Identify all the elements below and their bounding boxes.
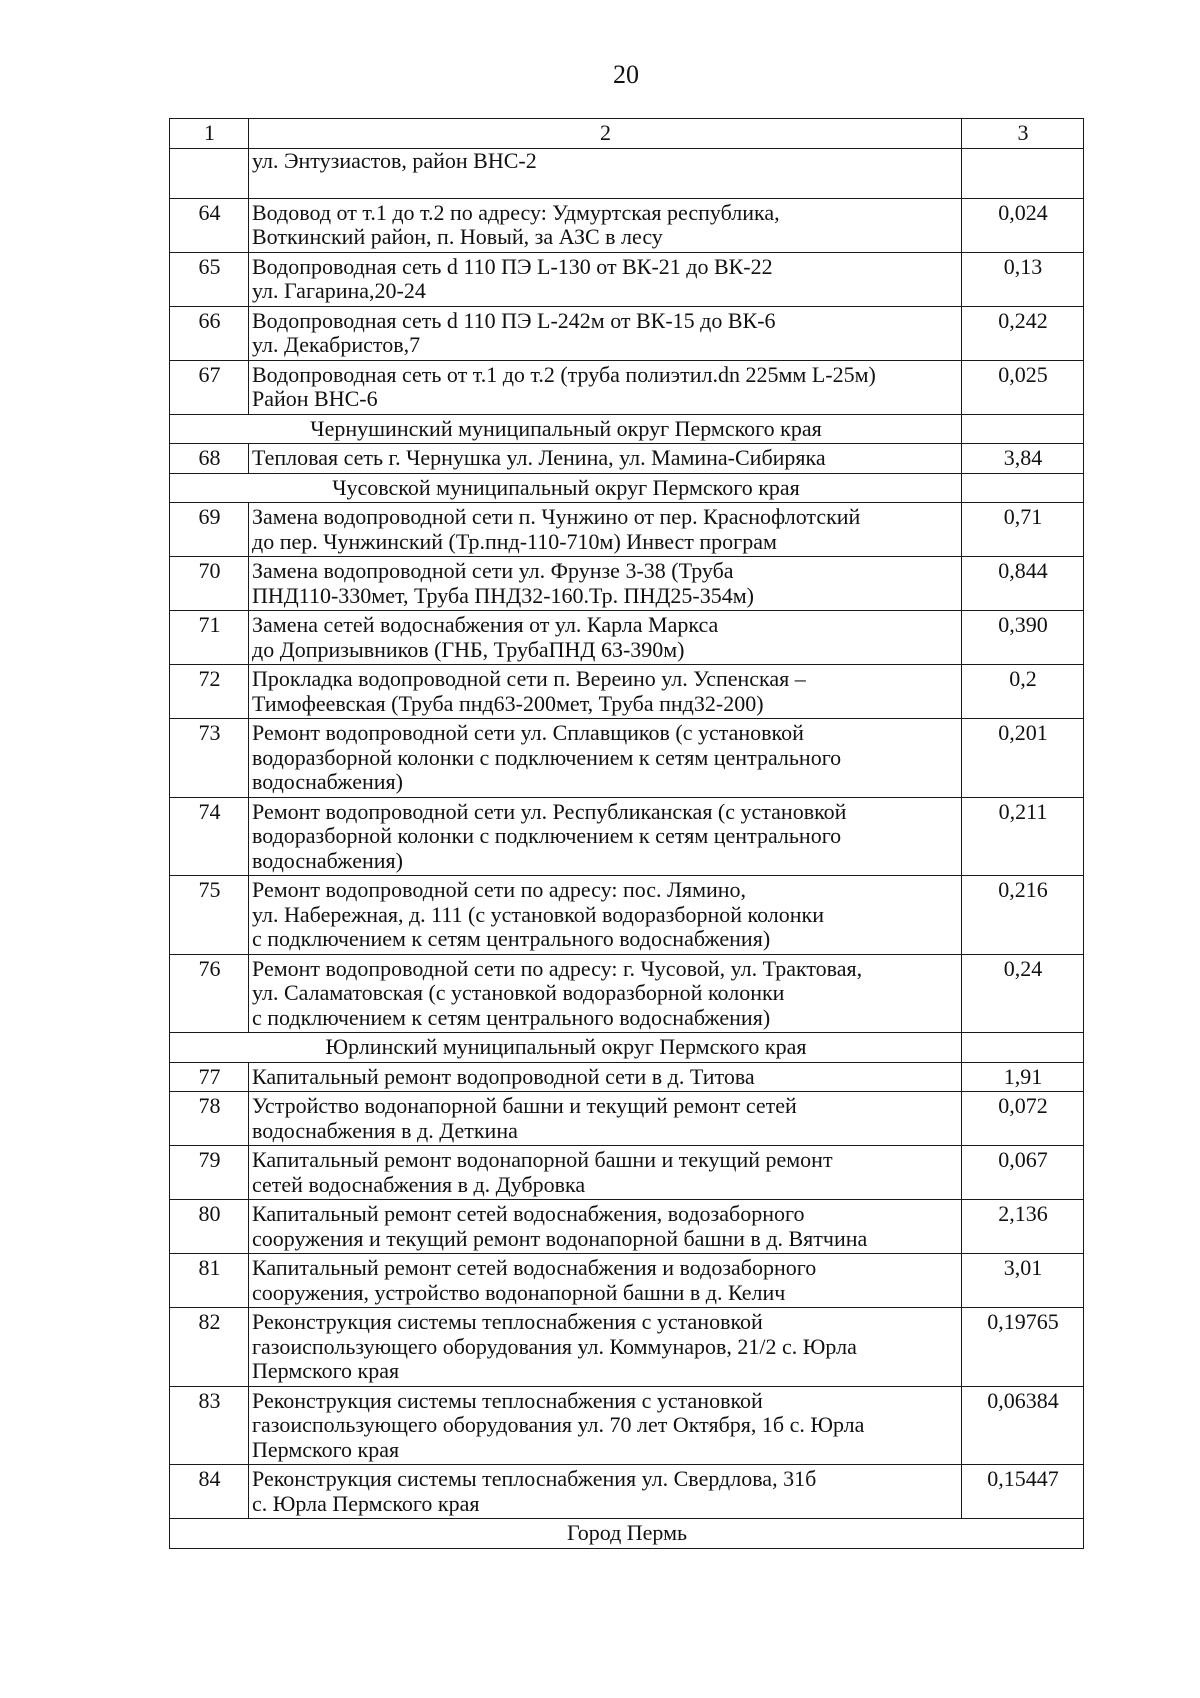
row-value: 0,211 — [962, 797, 1084, 876]
table-row — [170, 797, 1084, 876]
description-line: с. Юрла Пермского края — [252, 1490, 480, 1516]
row-number: 77 — [170, 1062, 249, 1092]
table-row — [170, 1254, 1084, 1308]
continuation-num-cell — [170, 148, 249, 198]
description-line: ул. Декабристов,7 — [252, 332, 421, 357]
description-line: Район ВНС-6 — [252, 386, 378, 411]
row-value: 3,01 — [962, 1254, 1084, 1308]
row-value: 0,025 — [962, 360, 1084, 414]
table-row — [170, 360, 1084, 414]
row-value: 0,2 — [962, 665, 1084, 719]
table-row — [170, 1146, 1084, 1200]
row-description — [249, 360, 962, 414]
description-line: Водопроводная сеть d 110 ПЭ L-130 от ВК-21 до ВК-22 — [252, 253, 773, 279]
row-number: 65 — [170, 252, 249, 306]
row-number: 73 — [170, 719, 249, 798]
row-description — [249, 252, 962, 306]
row-number: 75 — [170, 876, 249, 955]
row-value: 2,136 — [962, 1200, 1084, 1254]
header-cell-2: 2 — [249, 119, 962, 149]
description-line: водоразборной колонки с подключением к сетям центрального — [252, 744, 842, 770]
row-number: 71 — [170, 611, 249, 665]
description-line: Ремонт водопроводной сети по адресу: пос. Лямино, — [252, 877, 747, 902]
description-line: с подключением к сетям центрального водоснабжения) — [252, 926, 771, 951]
row-value: 0,24 — [962, 954, 1084, 1033]
description-line: газоиспользующего оборудования ул. 70 лет Октября, 1б с. Юрла — [252, 1412, 865, 1437]
description-line: ул. Набережная, д. 111 (с установкой водоразборной колонки — [252, 901, 825, 927]
row-number: 69 — [170, 503, 249, 557]
row-description — [249, 306, 962, 360]
row-number: 78 — [170, 1092, 249, 1146]
row-description — [249, 1254, 962, 1308]
description-line: Реконструкция системы теплоснабжения ул. Свердлова, 31б — [252, 1466, 817, 1491]
table-row — [170, 1308, 1084, 1387]
row-description — [249, 503, 962, 557]
description-line: Замена водопроводной сети п. Чунжино от пер. Краснофлотский — [252, 504, 861, 529]
row-number: 67 — [170, 360, 249, 414]
row-value: 0,067 — [962, 1146, 1084, 1200]
description-line: водоснабжения) — [252, 847, 403, 873]
row-value: 0,06384 — [962, 1386, 1084, 1465]
table-row — [170, 1200, 1084, 1254]
description-line: Устройство водонапорной башни и текущий ремонт сетей — [252, 1093, 797, 1118]
row-value: 0,390 — [962, 611, 1084, 665]
row-number: 74 — [170, 797, 249, 876]
row-description — [249, 1465, 962, 1519]
description-line: сооружения, устройство водонапорной башни в д. Келич — [252, 1279, 786, 1305]
table-row — [170, 557, 1084, 611]
row-number: 84 — [170, 1465, 249, 1519]
section-value-cell — [962, 473, 1084, 503]
row-description — [249, 557, 962, 611]
header-cell-3: 3 — [962, 119, 1084, 149]
row-description — [249, 876, 962, 955]
city-row — [170, 1519, 1084, 1549]
table-row — [170, 1062, 1084, 1092]
description-line: с подключением к сетям центрального водоснабжения) — [252, 1004, 771, 1030]
row-value: 0,13 — [962, 252, 1084, 306]
description-line: до пер. Чунжинский (Тр.пнд-110-710м) Инвест програм — [252, 528, 777, 554]
header-row — [170, 119, 1084, 149]
row-number: 72 — [170, 665, 249, 719]
description-line: Ремонт водопроводной сети ул. Республиканская (с установкой — [252, 798, 847, 824]
row-value: 0,201 — [962, 719, 1084, 798]
row-value: 0,71 — [962, 503, 1084, 557]
table-row — [170, 1092, 1084, 1146]
description-line: Капитальный ремонт сетей водоснабжения и водозаборного — [252, 1255, 817, 1280]
description-line: Тимофеевская (Труба пнд63-200мет, Труба пнд32-200) — [252, 690, 764, 716]
city-title: Город Пермь — [170, 1519, 1084, 1549]
row-value: 0,024 — [962, 198, 1084, 252]
description-line: Пермского края — [252, 1358, 400, 1383]
section-title: Чусовской муниципальный округ Пермского края — [170, 473, 962, 503]
row-number: 76 — [170, 954, 249, 1033]
table-row — [170, 876, 1084, 955]
description-line: сетей водоснабжения в д. Дубровка — [252, 1171, 586, 1197]
description-line: Замена сетей водоснабжения от ул. Карла Маркса — [252, 612, 719, 637]
section-row — [170, 473, 1084, 503]
description-line: Водопроводная сеть от т.1 до т.2 (труба полиэтил.dn 225мм L-25м) — [252, 361, 876, 387]
table-row — [170, 665, 1084, 719]
section-row — [170, 1033, 1084, 1063]
row-description — [249, 1146, 962, 1200]
section-title: Чернушинский муниципальный округ Пермского края — [170, 414, 962, 444]
description-line: газоиспользующего оборудования ул. Коммунаров, 21/2 с. Юрла — [252, 1333, 857, 1359]
row-number: 64 — [170, 198, 249, 252]
table-row — [170, 954, 1084, 1033]
row-value: 0,072 — [962, 1092, 1084, 1146]
continuation-text: ул. Энтузиастов, район ВНС-2 — [249, 148, 962, 198]
table-row — [170, 252, 1084, 306]
row-description — [249, 1092, 962, 1146]
row-description — [249, 954, 962, 1033]
row-value: 3,84 — [962, 444, 1084, 474]
row-description — [249, 1308, 962, 1387]
row-value: 0,242 — [962, 306, 1084, 360]
section-value-cell — [962, 1033, 1084, 1063]
description-line: до Допризывников (ГНБ, ТрубаПНД 63-390м) — [252, 636, 685, 662]
row-description — [249, 444, 962, 474]
continuation-value-cell — [962, 148, 1084, 198]
row-description — [249, 198, 962, 252]
description-line: Ремонт водопроводной сети по адресу: г. Чусовой, ул. Трактовая, — [252, 955, 863, 981]
row-number: 66 — [170, 306, 249, 360]
section-title: Юрлинский муниципальный округ Пермского края — [170, 1033, 962, 1063]
table-row — [170, 444, 1084, 474]
description-line: сооружения и текущий ремонт водонапорной башни в д. Вятчина — [252, 1225, 868, 1251]
description-line: Водовод от т.1 до т.2 по адресу: Удмуртская республика, — [252, 199, 780, 225]
description-line: ул. Саламатовская (с установкой водоразборной колонки — [252, 980, 785, 1005]
row-value: 0,19765 — [962, 1308, 1084, 1387]
page-number: 20 — [613, 60, 639, 89]
row-number: 79 — [170, 1146, 249, 1200]
row-value: 0,15447 — [962, 1465, 1084, 1519]
row-number: 82 — [170, 1308, 249, 1387]
row-number: 70 — [170, 557, 249, 611]
description-line: Ремонт водопроводной сети ул. Сплавщиков (с установкой — [252, 720, 804, 745]
row-number: 81 — [170, 1254, 249, 1308]
section-row — [170, 414, 1084, 444]
description-line: ПНД110-330мет, Труба ПНД32-160.Тр. ПНД25-354м) — [252, 582, 754, 608]
table-body — [170, 119, 1084, 1549]
description-line: водоснабжения в д. Деткина — [252, 1117, 518, 1143]
description-line: Реконструкция системы теплоснабжения с установкой — [252, 1387, 763, 1413]
row-description — [249, 719, 962, 798]
description-line: Прокладка водопроводной сети п. Вереино ул. Успенская – — [252, 666, 806, 691]
description-line: Капитальный ремонт водонапорной башни и текущий ремонт — [252, 1147, 833, 1172]
header-cell-1: 1 — [170, 119, 249, 149]
description-line: Капитальный ремонт сетей водоснабжения, водозаборного — [252, 1201, 805, 1226]
description-line: водоснабжения) — [252, 769, 403, 794]
description-line: Реконструкция системы теплоснабжения с установкой — [252, 1309, 763, 1334]
row-number: 68 — [170, 444, 249, 474]
row-number: 80 — [170, 1200, 249, 1254]
description-line: Тепловая сеть г. Чернушка ул. Ленина, ул. Мамина-Сибиряка — [252, 445, 826, 470]
continuation-row — [170, 148, 1084, 198]
description-line: Пермского края — [252, 1436, 400, 1462]
row-description — [249, 1386, 962, 1465]
description-line: Капитальный ремонт водопроводной сети в д. Титова — [252, 1063, 755, 1089]
section-value-cell — [962, 414, 1084, 444]
table-row — [170, 1386, 1084, 1465]
table-row — [170, 719, 1084, 798]
row-value: 0,216 — [962, 876, 1084, 955]
row-description — [249, 611, 962, 665]
table-row — [170, 611, 1084, 665]
description-line: Воткинский район, п. Новый, за АЗС в лесу — [252, 224, 663, 249]
row-value: 0,844 — [962, 557, 1084, 611]
description-line: водоразборной колонки с подключением к сетям центрального — [252, 823, 842, 848]
row-description — [249, 1062, 962, 1092]
row-description — [249, 1200, 962, 1254]
projects-table — [169, 118, 1084, 1549]
description-line: ул. Гагарина,20-24 — [252, 278, 426, 303]
row-description — [249, 797, 962, 876]
description-line: Замена водопроводной сети ул. Фрунзе 3-38 (Труба — [252, 558, 734, 583]
row-number: 83 — [170, 1386, 249, 1465]
table-row — [170, 306, 1084, 360]
row-description — [249, 665, 962, 719]
table-row — [170, 503, 1084, 557]
table-row — [170, 1465, 1084, 1519]
table-row — [170, 198, 1084, 252]
description-line: Водопроводная сеть d 110 ПЭ L-242м от ВК-15 до ВК-6 — [252, 307, 776, 333]
row-value: 1,91 — [962, 1062, 1084, 1092]
